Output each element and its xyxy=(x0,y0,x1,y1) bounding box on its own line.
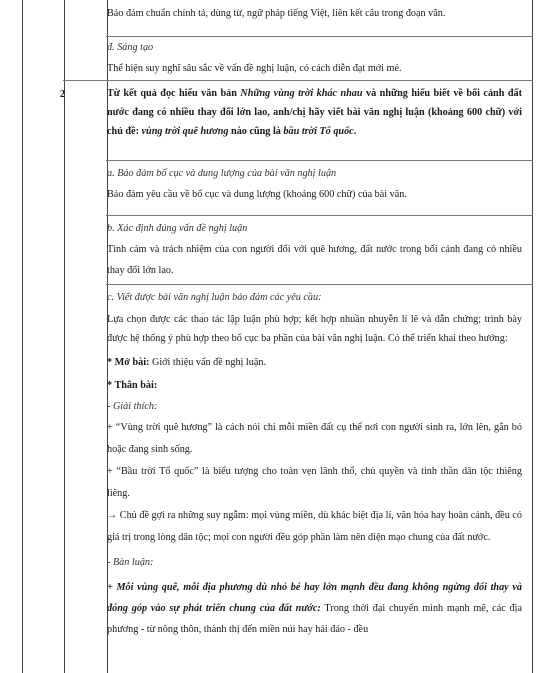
criterion-c-block xyxy=(107,287,522,640)
row-divider xyxy=(106,284,533,285)
q2-prompt xyxy=(107,84,522,141)
q2-prompt-title: Những vùng trời khác nhau xyxy=(240,88,363,99)
q2-prompt-part: . xyxy=(353,126,357,137)
intro-text: Giới thiệu vấn đề nghị luận. xyxy=(149,357,267,368)
row-divider xyxy=(106,160,533,161)
criterion-a-text: Bảo đảm yêu cầu về bố cục và dung lượng (khoảng 600 chữ) của bài văn. xyxy=(107,189,407,200)
q1-creativity-label: đ. Sáng tạo xyxy=(107,42,154,53)
q2-prompt-topic: bầu trời Tổ quốc xyxy=(283,126,354,137)
row-divider xyxy=(106,215,533,216)
criterion-b-text: Tình cảm và trách nhiệm của con người đối với quê hương, đất nước trong bối cảnh đang có nhiều thay đổi lớn lao. xyxy=(107,244,522,276)
discussion-point-1 xyxy=(107,577,522,640)
explain-conclusion: → Chủ đề gợi ra những suy ngẫm: mọi vùng miền, dù khác biệt địa lí, văn hóa hay hoàn cảnh, đều có giá trị trong lòng dân tộc; mọi con người đều góp phần làm nên diện mạo chung của đất nước. xyxy=(107,510,522,543)
q2-prompt-topic: vùng trời quê hương xyxy=(141,126,229,137)
intro-label: * Mở bài: xyxy=(107,357,150,368)
q1-creativity-text: Thể hiện suy nghĩ sâu sắc về vấn đề nghị luận, có cách diễn đạt mới mẻ. xyxy=(107,63,402,74)
question-number: 2 xyxy=(59,89,66,100)
criterion-a-label: a. Bảo đảm bố cục và dung lượng của bài văn nghị luận xyxy=(107,168,337,179)
criterion-b-label: b. Xác định đúng vấn đề nghị luận xyxy=(107,223,248,234)
q2-prompt-part: và những hiểu biết về bối cảnh đất nước đang có nhiều thay đổi lớn lao, anh/chị hãy viết bài văn nghị luận (khoảng 600 chữ) với chủ đề: xyxy=(107,88,522,137)
explain-point-2: + “Bầu trời Tổ quốc” là biểu tượng cho toàn vẹn lãnh thổ, chủ quyền và tinh thần dân tộc thiêng liêng. xyxy=(107,466,522,499)
criterion-b-block xyxy=(107,218,522,281)
q1-spelling-criterion: Bảo đảm chuẩn chính tả, dùng từ, ngữ pháp tiếng Việt, liên kết câu trong đoạn văn. xyxy=(107,8,446,19)
criterion-c-text: Lựa chọn được các thao tác lập luận phù hợp; kết hợp nhuần nhuyễn lí lẽ và dẫn chứng; trình bày được hệ thống ý phù hợp theo bố cục ba phần của bài văn nghị luận. Có thể triển khai theo hướng: xyxy=(107,314,522,344)
column-section xyxy=(23,0,65,673)
criterion-c-label: c. Viết được bài văn nghị luận bảo đảm các yêu cầu: xyxy=(107,292,322,303)
explain-point-1: + “Vùng trời quê hương” là cách nói chỉ mỗi miền đất cụ thể nơi con người sinh ra, lớn lên, gắn bó hoặc đang sinh sống. xyxy=(107,422,522,455)
q2-prompt-part: Từ kết quả đọc hiểu văn bản xyxy=(107,88,241,99)
criterion-a-block xyxy=(107,163,522,205)
body-label: * Thân bài: xyxy=(107,380,158,391)
q2-prompt-part: nào cũng là xyxy=(228,126,284,137)
discussion-point-1-heading: + Mỗi vùng quê, mỗi địa phương dù nhỏ bé hay lớn mạnh đều đang không ngừng đổi thay và đóng góp vào sự phát triển chung của đất nước: xyxy=(107,582,522,614)
discussion-point-1-text: Trong thời đại chuyển mình mạnh mẽ, các địa phương - từ nông thôn, thành thị đến miền núi hay hải đảo - đều xyxy=(107,603,522,635)
discussion-label: - Bàn luận: xyxy=(107,557,154,568)
row-divider xyxy=(63,80,533,81)
q1-creativity-block xyxy=(107,37,522,79)
q1-continuation xyxy=(107,3,522,24)
explain-label: - Giải thích: xyxy=(107,401,158,412)
intro-requirement xyxy=(107,352,522,373)
column-question xyxy=(64,0,108,673)
